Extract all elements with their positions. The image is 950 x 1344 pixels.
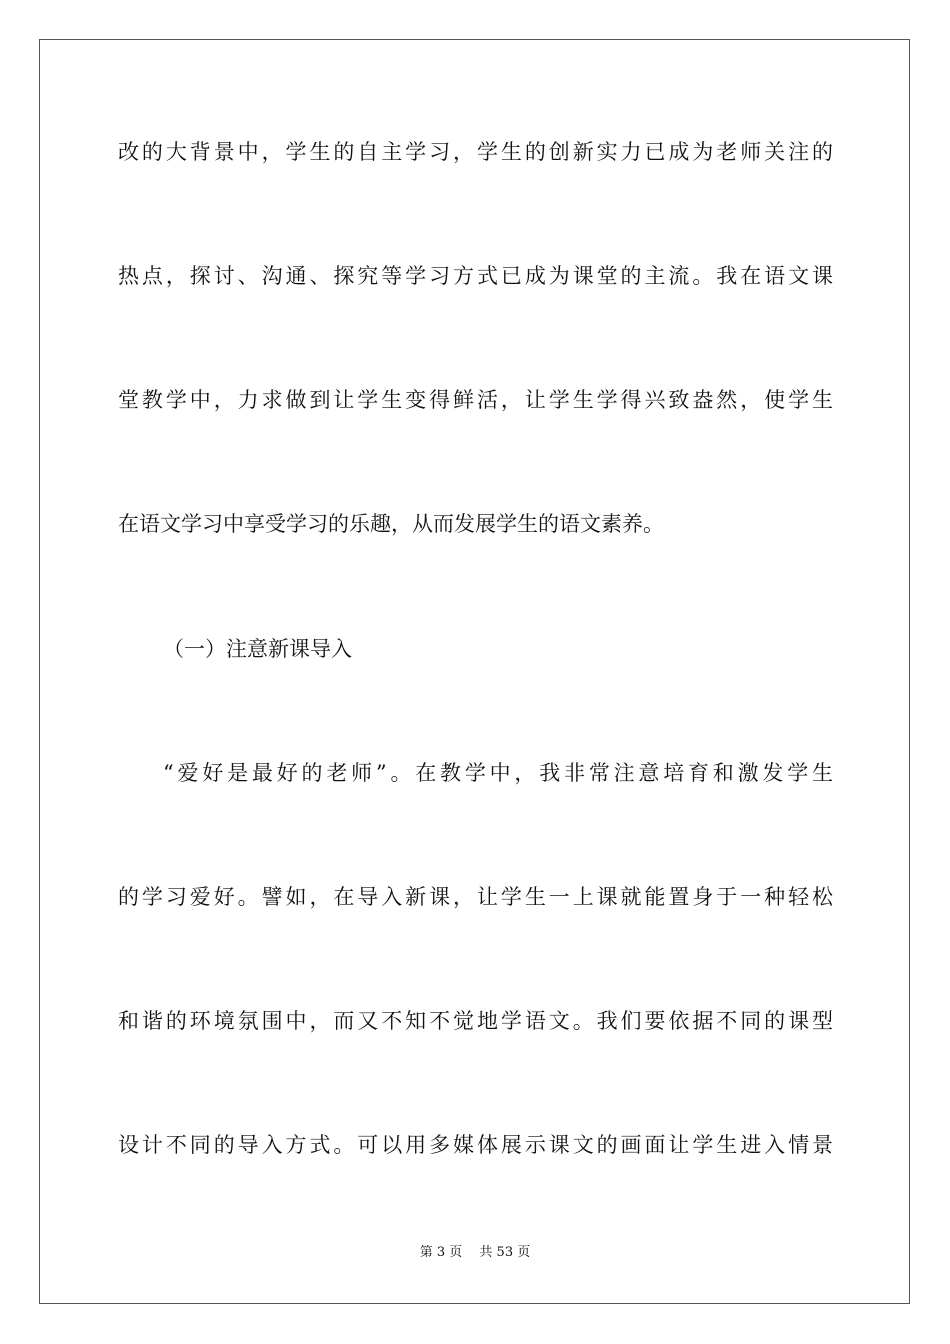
text-line: 和谐的环境氛围中，而又不知不觉地学语文。我们要依据不同的课型 — [118, 1009, 833, 1033]
text-line: 改的大背景中，学生的自主学习，学生的创新实力已成为老师关注的 — [118, 140, 833, 164]
text-line: 堂教学中，力求做到让学生变得鲜活，让学生学得兴致盎然，使学生 — [118, 388, 833, 412]
text-line: 设计不同的导入方式。可以用多媒体展示课文的画面让学生进入情景 — [118, 1133, 833, 1157]
page-number-footer: 第 3 页 共 53 页 — [419, 1245, 531, 1260]
section-heading: （一）注意新课导入 — [163, 637, 352, 661]
page-frame — [39, 39, 910, 1304]
text-line: 的学习爱好。譬如，在导入新课，让学生一上课就能置身于一种轻松 — [118, 885, 833, 909]
text-line: 热点，探讨、沟通、探究等学习方式已成为课堂的主流。我在语文课 — [118, 264, 833, 288]
text-line: 在语文学习中享受学习的乐趣，从而发展学生的语文素养。 — [118, 512, 664, 536]
text-line: “爱好是最好的老师”。在教学中，我非常注意培育和激发学生 — [163, 761, 833, 785]
